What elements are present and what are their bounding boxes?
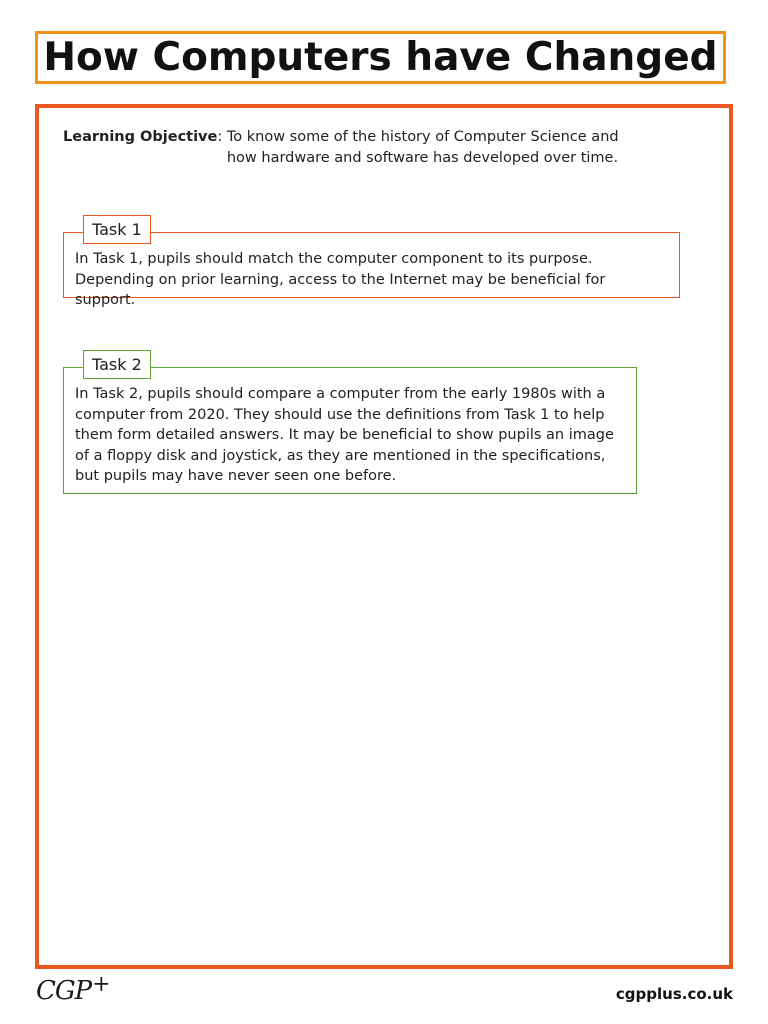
task-2-box (63, 355, 637, 494)
objective-label: Learning Objective (63, 129, 218, 145)
task-2-label: Task 2 (83, 350, 151, 379)
page-title: How Computers have Changed (43, 35, 718, 80)
task-1-label: Task 1 (83, 215, 151, 244)
logo-text: CGP (36, 976, 92, 1006)
task-1-box (63, 220, 680, 309)
logo-plus: + (92, 972, 110, 997)
cgp-logo (36, 972, 110, 1006)
learning-objective (63, 127, 703, 169)
website-link[interactable]: cgpplus.co.uk (615, 985, 733, 1003)
task-1-text: In Task 1, pupils should match the computer component to its purpose. Depending on prior learning, access to the Internet may be beneficial for support. (75, 251, 606, 309)
task-2-text: In Task 2, pupils should compare a computer from the early 1980s with a computer from 2020. They should use the definitions from Task 1 to help them form detailed answers. It may be beneficial to show pupils an image of a floppy disk and joystick, as they are mentioned in the specifications, but pupils may have never seen one before. (75, 386, 614, 485)
objective-separator: : (217, 129, 227, 145)
objective-text: To know some of the history of Computer Science and how hardware and software has developed over time. (226, 129, 619, 166)
title-banner (35, 31, 726, 84)
